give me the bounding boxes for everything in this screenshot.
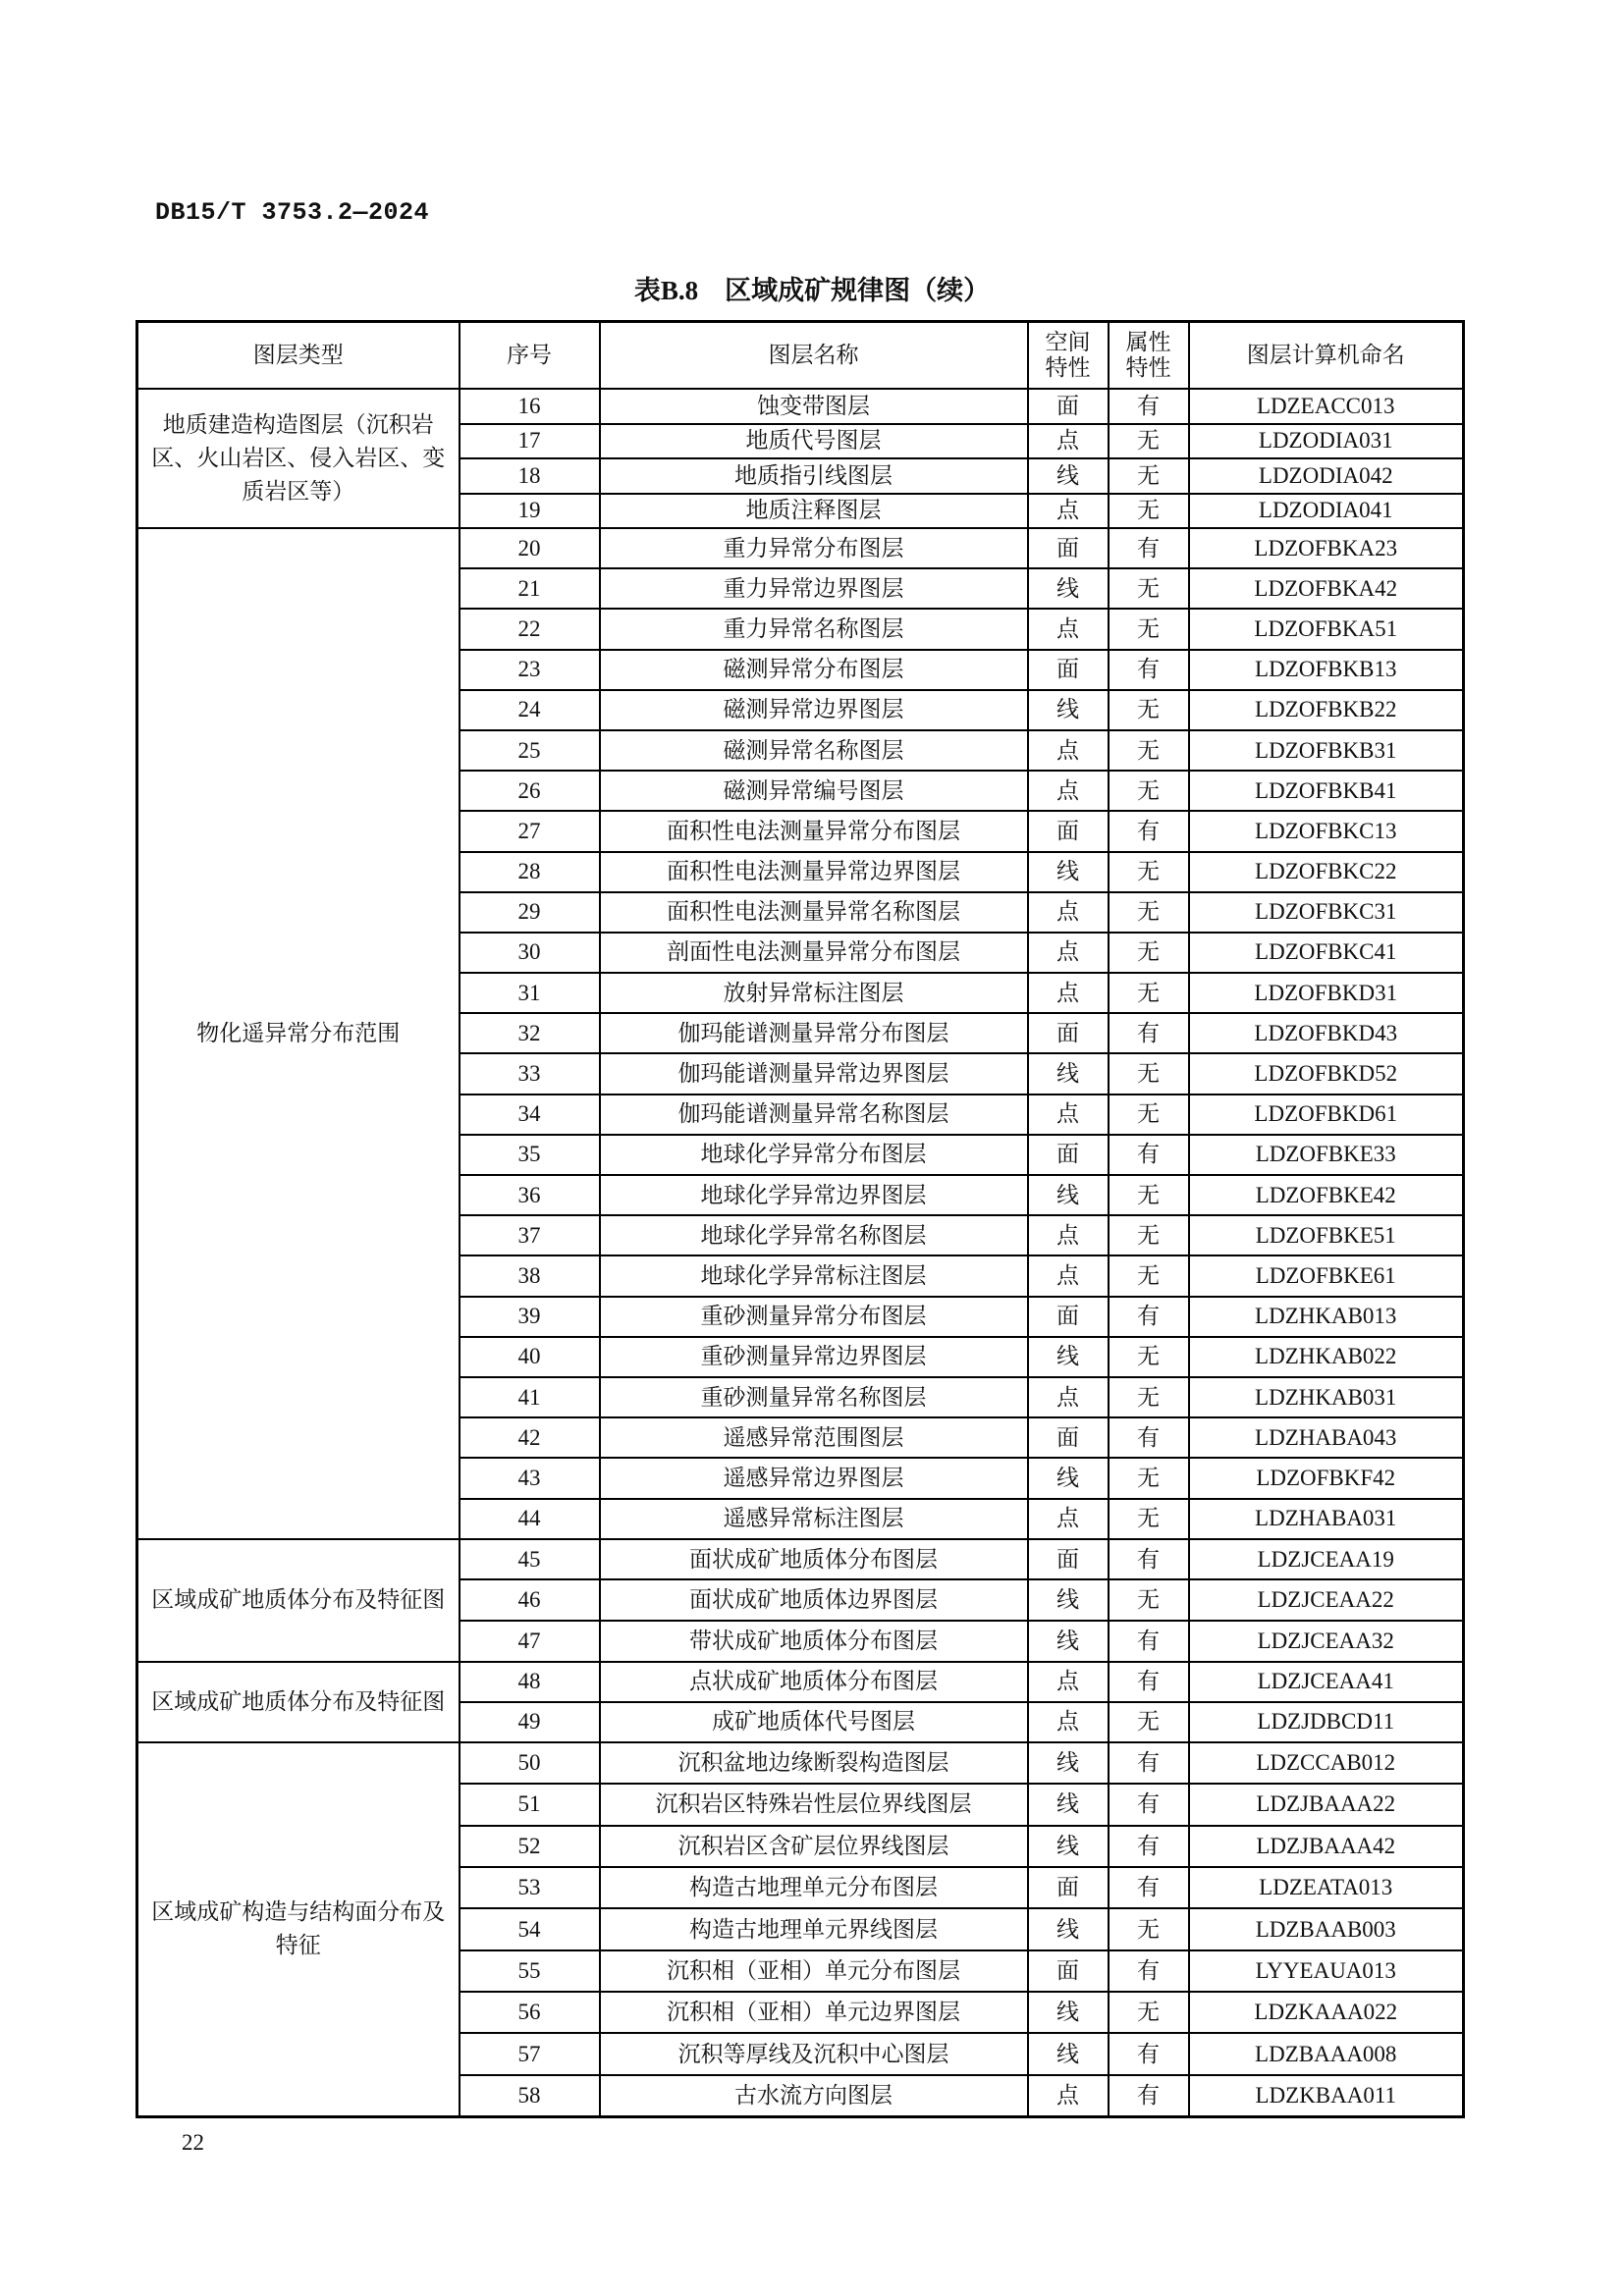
spatial-type-cell: 面 — [1028, 1135, 1109, 1175]
layer-name-cell: 重砂测量异常边界图层 — [600, 1337, 1028, 1377]
spatial-type-cell: 点 — [1028, 1255, 1109, 1296]
attribute-flag-cell: 有 — [1109, 1826, 1189, 1867]
index-cell: 19 — [460, 494, 600, 529]
computer-name-cell: LDZBAAB003 — [1189, 1908, 1464, 1949]
index-cell: 27 — [460, 811, 600, 851]
computer-name-cell: LDZOFBKD61 — [1189, 1095, 1464, 1135]
spatial-type-cell: 线 — [1028, 1579, 1109, 1621]
layer-name-cell: 重力异常分布图层 — [600, 528, 1028, 568]
computer-name-cell: LDZOFBKC41 — [1189, 933, 1464, 973]
spatial-type-cell: 面 — [1028, 1539, 1109, 1580]
table-row — [137, 1539, 1464, 1580]
spatial-type-cell: 点 — [1028, 1499, 1109, 1539]
computer-name-cell: LDZJBAAA42 — [1189, 1826, 1464, 1867]
index-cell: 51 — [460, 1784, 600, 1825]
index-cell: 25 — [460, 730, 600, 771]
index-cell: 52 — [460, 1826, 600, 1867]
attribute-flag-cell: 无 — [1109, 852, 1189, 892]
spatial-type-cell: 线 — [1028, 852, 1109, 892]
layer-name-cell: 面积性电法测量异常分布图层 — [600, 811, 1028, 851]
attribute-flag-cell: 有 — [1109, 811, 1189, 851]
computer-name-cell: LDZODIA041 — [1189, 494, 1464, 529]
layer-type-cell: 物化遥异常分布范围 — [137, 528, 460, 1539]
attribute-flag-cell: 无 — [1109, 458, 1189, 494]
attribute-flag-cell: 无 — [1109, 690, 1189, 730]
computer-name-cell: LDZEATA013 — [1189, 1867, 1464, 1908]
table-row — [137, 528, 1464, 568]
header-index: 序号 — [460, 322, 600, 390]
document-id: DB15/T 3753.2—2024 — [155, 198, 430, 227]
layer-name-cell: 带状成矿地质体分布图层 — [600, 1621, 1028, 1662]
index-cell: 48 — [460, 1662, 600, 1702]
attribute-flag-cell: 无 — [1109, 1175, 1189, 1215]
computer-name-cell: LDZHKAB013 — [1189, 1297, 1464, 1337]
spatial-type-cell: 点 — [1028, 1215, 1109, 1255]
index-cell: 58 — [460, 2075, 600, 2116]
index-cell: 50 — [460, 1742, 600, 1784]
header-layer-type: 图层类型 — [137, 322, 460, 390]
layer-name-cell: 地球化学异常标注图层 — [600, 1255, 1028, 1296]
spatial-type-cell: 线 — [1028, 568, 1109, 609]
layer-name-cell: 磁测异常分布图层 — [600, 650, 1028, 690]
computer-name-cell: LDZOFBKC13 — [1189, 811, 1464, 851]
index-cell: 49 — [460, 1702, 600, 1742]
layer-name-cell: 遥感异常边界图层 — [600, 1458, 1028, 1498]
attribute-flag-cell: 无 — [1109, 1579, 1189, 1621]
index-cell: 44 — [460, 1499, 600, 1539]
spatial-type-cell: 线 — [1028, 458, 1109, 494]
attribute-flag-cell: 无 — [1109, 1215, 1189, 1255]
index-cell: 18 — [460, 458, 600, 494]
index-cell: 43 — [460, 1458, 600, 1498]
index-cell: 31 — [460, 973, 600, 1013]
attribute-flag-cell: 无 — [1109, 973, 1189, 1013]
spatial-type-cell: 线 — [1028, 1992, 1109, 2033]
computer-name-cell: LDZHABA043 — [1189, 1417, 1464, 1458]
spatial-type-cell: 面 — [1028, 1013, 1109, 1053]
layer-name-cell: 面状成矿地质体边界图层 — [600, 1579, 1028, 1621]
attribute-flag-cell: 有 — [1109, 2075, 1189, 2116]
layer-table — [135, 320, 1465, 2118]
spatial-type-cell: 线 — [1028, 1784, 1109, 1825]
layer-name-cell: 沉积盆地边缘断裂构造图层 — [600, 1742, 1028, 1784]
layer-name-cell: 剖面性电法测量异常分布图层 — [600, 933, 1028, 973]
attribute-flag-cell: 无 — [1109, 1992, 1189, 2033]
layer-name-cell: 沉积岩区含矿层位界线图层 — [600, 1826, 1028, 1867]
computer-name-cell: LDZJDBCD11 — [1189, 1702, 1464, 1742]
attribute-flag-cell: 有 — [1109, 528, 1189, 568]
attribute-flag-cell: 无 — [1109, 730, 1189, 771]
table-row — [137, 1662, 1464, 1702]
table-row — [137, 389, 1464, 424]
index-cell: 23 — [460, 650, 600, 690]
attribute-flag-cell: 有 — [1109, 1950, 1189, 1992]
index-cell: 34 — [460, 1095, 600, 1135]
header-attribute: 属性特性 — [1109, 322, 1189, 390]
index-cell: 54 — [460, 1908, 600, 1949]
computer-name-cell: LDZJCEAA19 — [1189, 1539, 1464, 1580]
index-cell: 53 — [460, 1867, 600, 1908]
attribute-flag-cell: 有 — [1109, 1621, 1189, 1662]
spatial-type-cell: 线 — [1028, 1175, 1109, 1215]
table-header-row — [137, 322, 1464, 390]
layer-name-cell: 成矿地质体代号图层 — [600, 1702, 1028, 1742]
spatial-type-cell: 点 — [1028, 892, 1109, 933]
attribute-flag-cell: 无 — [1109, 424, 1189, 459]
index-cell: 41 — [460, 1377, 600, 1417]
spatial-type-cell: 线 — [1028, 690, 1109, 730]
computer-name-cell: LDZODIA031 — [1189, 424, 1464, 459]
layer-name-cell: 遥感异常范围图层 — [600, 1417, 1028, 1458]
computer-name-cell: LDZOFBKD52 — [1189, 1053, 1464, 1094]
computer-name-cell: LDZBAAA008 — [1189, 2033, 1464, 2074]
index-cell: 40 — [460, 1337, 600, 1377]
layer-name-cell: 构造古地理单元分布图层 — [600, 1867, 1028, 1908]
spatial-type-cell: 面 — [1028, 1867, 1109, 1908]
header-spatial: 空间特性 — [1028, 322, 1109, 390]
index-cell: 55 — [460, 1950, 600, 1992]
computer-name-cell: LDZOFBKE51 — [1189, 1215, 1464, 1255]
spatial-type-cell: 点 — [1028, 494, 1109, 529]
layer-name-cell: 沉积相（亚相）单元边界图层 — [600, 1992, 1028, 2033]
spatial-type-cell: 面 — [1028, 389, 1109, 424]
spatial-type-cell: 点 — [1028, 609, 1109, 649]
spatial-type-cell: 面 — [1028, 1950, 1109, 1992]
layer-name-cell: 面积性电法测量异常边界图层 — [600, 852, 1028, 892]
layer-name-cell: 伽玛能谱测量异常分布图层 — [600, 1013, 1028, 1053]
attribute-flag-cell: 无 — [1109, 1095, 1189, 1135]
computer-name-cell: LDZEACC013 — [1189, 389, 1464, 424]
index-cell: 36 — [460, 1175, 600, 1215]
attribute-flag-cell: 有 — [1109, 2033, 1189, 2074]
layer-name-cell: 磁测异常名称图层 — [600, 730, 1028, 771]
table-row — [137, 1742, 1464, 1784]
attribute-flag-cell: 有 — [1109, 1013, 1189, 1053]
layer-name-cell: 重砂测量异常分布图层 — [600, 1297, 1028, 1337]
computer-name-cell: LDZOFBKC31 — [1189, 892, 1464, 933]
computer-name-cell: LDZOFBKA42 — [1189, 568, 1464, 609]
spatial-type-cell: 点 — [1028, 1095, 1109, 1135]
computer-name-cell: LDZOFBKE42 — [1189, 1175, 1464, 1215]
spatial-type-cell: 面 — [1028, 650, 1109, 690]
index-cell: 20 — [460, 528, 600, 568]
spatial-type-cell: 点 — [1028, 1702, 1109, 1742]
spatial-type-cell: 点 — [1028, 933, 1109, 973]
attribute-flag-cell: 有 — [1109, 1742, 1189, 1784]
attribute-flag-cell: 无 — [1109, 609, 1189, 649]
attribute-flag-cell: 有 — [1109, 650, 1189, 690]
spatial-type-cell: 点 — [1028, 424, 1109, 459]
attribute-flag-cell: 无 — [1109, 1053, 1189, 1094]
computer-name-cell: LDZOFBKA51 — [1189, 609, 1464, 649]
attribute-flag-cell: 有 — [1109, 1867, 1189, 1908]
index-cell: 24 — [460, 690, 600, 730]
spatial-type-cell: 面 — [1028, 1417, 1109, 1458]
computer-name-cell: LDZJBAAA22 — [1189, 1784, 1464, 1825]
attribute-flag-cell: 有 — [1109, 1662, 1189, 1702]
header-computer-name: 图层计算机命名 — [1189, 322, 1464, 390]
index-cell: 28 — [460, 852, 600, 892]
attribute-flag-cell: 无 — [1109, 1458, 1189, 1498]
layer-name-cell: 构造古地理单元界线图层 — [600, 1908, 1028, 1949]
computer-name-cell: LDZOFBKB31 — [1189, 730, 1464, 771]
computer-name-cell: LDZKAAA022 — [1189, 1992, 1464, 2033]
spatial-type-cell: 面 — [1028, 1297, 1109, 1337]
spatial-type-cell: 面 — [1028, 528, 1109, 568]
index-cell: 42 — [460, 1417, 600, 1458]
computer-name-cell: LDZJCEAA32 — [1189, 1621, 1464, 1662]
computer-name-cell: LYYEAUA013 — [1189, 1950, 1464, 1992]
index-cell: 17 — [460, 424, 600, 459]
computer-name-cell: LDZOFBKA23 — [1189, 528, 1464, 568]
layer-name-cell: 面状成矿地质体分布图层 — [600, 1539, 1028, 1580]
layer-name-cell: 地球化学异常名称图层 — [600, 1215, 1028, 1255]
layer-name-cell: 地球化学异常分布图层 — [600, 1135, 1028, 1175]
index-cell: 22 — [460, 609, 600, 649]
computer-name-cell: LDZOFBKD43 — [1189, 1013, 1464, 1053]
computer-name-cell: LDZODIA042 — [1189, 458, 1464, 494]
index-cell: 33 — [460, 1053, 600, 1094]
computer-name-cell: LDZOFBKE33 — [1189, 1135, 1464, 1175]
computer-name-cell: LDZOFBKB22 — [1189, 690, 1464, 730]
layer-name-cell: 重力异常名称图层 — [600, 609, 1028, 649]
spatial-type-cell: 点 — [1028, 2075, 1109, 2116]
index-cell: 38 — [460, 1255, 600, 1296]
layer-name-cell: 遥感异常标注图层 — [600, 1499, 1028, 1539]
attribute-flag-cell: 无 — [1109, 1337, 1189, 1377]
attribute-flag-cell: 无 — [1109, 1499, 1189, 1539]
layer-name-cell: 点状成矿地质体分布图层 — [600, 1662, 1028, 1702]
layer-name-cell: 重砂测量异常名称图层 — [600, 1377, 1028, 1417]
attribute-flag-cell: 无 — [1109, 933, 1189, 973]
index-cell: 29 — [460, 892, 600, 933]
layer-name-cell: 地质注释图层 — [600, 494, 1028, 529]
layer-type-cell: 地质建造构造图层（沉积岩区、火山岩区、侵入岩区、变质岩区等） — [137, 389, 460, 528]
attribute-flag-cell: 有 — [1109, 389, 1189, 424]
layer-name-cell: 地质指引线图层 — [600, 458, 1028, 494]
index-cell: 57 — [460, 2033, 600, 2074]
layer-name-cell: 磁测异常边界图层 — [600, 690, 1028, 730]
computer-name-cell: LDZOFBKB13 — [1189, 650, 1464, 690]
attribute-flag-cell: 无 — [1109, 1255, 1189, 1296]
layer-name-cell: 沉积相（亚相）单元分布图层 — [600, 1950, 1028, 1992]
layer-name-cell: 沉积等厚线及沉积中心图层 — [600, 2033, 1028, 2074]
header-layer-name: 图层名称 — [600, 322, 1028, 390]
index-cell: 45 — [460, 1539, 600, 1580]
spatial-type-cell: 面 — [1028, 811, 1109, 851]
index-cell: 35 — [460, 1135, 600, 1175]
page-number: 22 — [182, 2130, 204, 2155]
spatial-type-cell: 点 — [1028, 1662, 1109, 1702]
index-cell: 16 — [460, 389, 600, 424]
layer-name-cell: 古水流方向图层 — [600, 2075, 1028, 2116]
layer-name-cell: 地球化学异常边界图层 — [600, 1175, 1028, 1215]
index-cell: 26 — [460, 771, 600, 811]
attribute-flag-cell: 无 — [1109, 771, 1189, 811]
layer-name-cell: 蚀变带图层 — [600, 389, 1028, 424]
table-title: 表B.8 区域成矿规律图（续） — [633, 276, 991, 305]
computer-name-cell: LDZHKAB031 — [1189, 1377, 1464, 1417]
layer-type-cell: 区域成矿地质体分布及特征图 — [137, 1662, 460, 1742]
computer-name-cell: LDZOFBKE61 — [1189, 1255, 1464, 1296]
layer-type-cell: 区域成矿构造与结构面分布及特征 — [137, 1742, 460, 2117]
index-cell: 21 — [460, 568, 600, 609]
index-cell: 32 — [460, 1013, 600, 1053]
spatial-type-cell: 线 — [1028, 1621, 1109, 1662]
layer-name-cell: 地质代号图层 — [600, 424, 1028, 459]
index-cell: 46 — [460, 1579, 600, 1621]
layer-name-cell: 放射异常标注图层 — [600, 973, 1028, 1013]
layer-type-cell: 区域成矿地质体分布及特征图 — [137, 1539, 460, 1662]
spatial-type-cell: 线 — [1028, 1458, 1109, 1498]
layer-name-cell: 磁测异常编号图层 — [600, 771, 1028, 811]
layer-name-cell: 伽玛能谱测量异常名称图层 — [600, 1095, 1028, 1135]
attribute-flag-cell: 有 — [1109, 1297, 1189, 1337]
attribute-flag-cell: 无 — [1109, 494, 1189, 529]
attribute-flag-cell: 有 — [1109, 1539, 1189, 1580]
index-cell: 47 — [460, 1621, 600, 1662]
computer-name-cell: LDZOFBKB41 — [1189, 771, 1464, 811]
spatial-type-cell: 线 — [1028, 1826, 1109, 1867]
spatial-type-cell: 点 — [1028, 730, 1109, 771]
attribute-flag-cell: 无 — [1109, 892, 1189, 933]
layer-name-cell: 面积性电法测量异常名称图层 — [600, 892, 1028, 933]
computer-name-cell: LDZOFBKF42 — [1189, 1458, 1464, 1498]
computer-name-cell: LDZJCEAA22 — [1189, 1579, 1464, 1621]
computer-name-cell: LDZJCEAA41 — [1189, 1662, 1464, 1702]
spatial-type-cell: 线 — [1028, 1908, 1109, 1949]
spatial-type-cell: 点 — [1028, 973, 1109, 1013]
layer-name-cell: 伽玛能谱测量异常边界图层 — [600, 1053, 1028, 1094]
attribute-flag-cell: 无 — [1109, 1702, 1189, 1742]
attribute-flag-cell: 有 — [1109, 1417, 1189, 1458]
computer-name-cell: LDZOFBKD31 — [1189, 973, 1464, 1013]
index-cell: 39 — [460, 1297, 600, 1337]
spatial-type-cell: 线 — [1028, 1337, 1109, 1377]
index-cell: 30 — [460, 933, 600, 973]
computer-name-cell: LDZHABA031 — [1189, 1499, 1464, 1539]
attribute-flag-cell: 无 — [1109, 568, 1189, 609]
attribute-flag-cell: 无 — [1109, 1908, 1189, 1949]
spatial-type-cell: 线 — [1028, 1742, 1109, 1784]
computer-name-cell: LDZOFBKC22 — [1189, 852, 1464, 892]
index-cell: 56 — [460, 1992, 600, 2033]
index-cell: 37 — [460, 1215, 600, 1255]
layer-name-cell: 重力异常边界图层 — [600, 568, 1028, 609]
spatial-type-cell: 线 — [1028, 1053, 1109, 1094]
spatial-type-cell: 线 — [1028, 2033, 1109, 2074]
attribute-flag-cell: 有 — [1109, 1784, 1189, 1825]
spatial-type-cell: 点 — [1028, 1377, 1109, 1417]
computer-name-cell: LDZHKAB022 — [1189, 1337, 1464, 1377]
computer-name-cell: LDZKBAA011 — [1189, 2075, 1464, 2116]
attribute-flag-cell: 无 — [1109, 1377, 1189, 1417]
computer-name-cell: LDZCCAB012 — [1189, 1742, 1464, 1784]
attribute-flag-cell: 有 — [1109, 1135, 1189, 1175]
spatial-type-cell: 点 — [1028, 771, 1109, 811]
layer-name-cell: 沉积岩区特殊岩性层位界线图层 — [600, 1784, 1028, 1825]
